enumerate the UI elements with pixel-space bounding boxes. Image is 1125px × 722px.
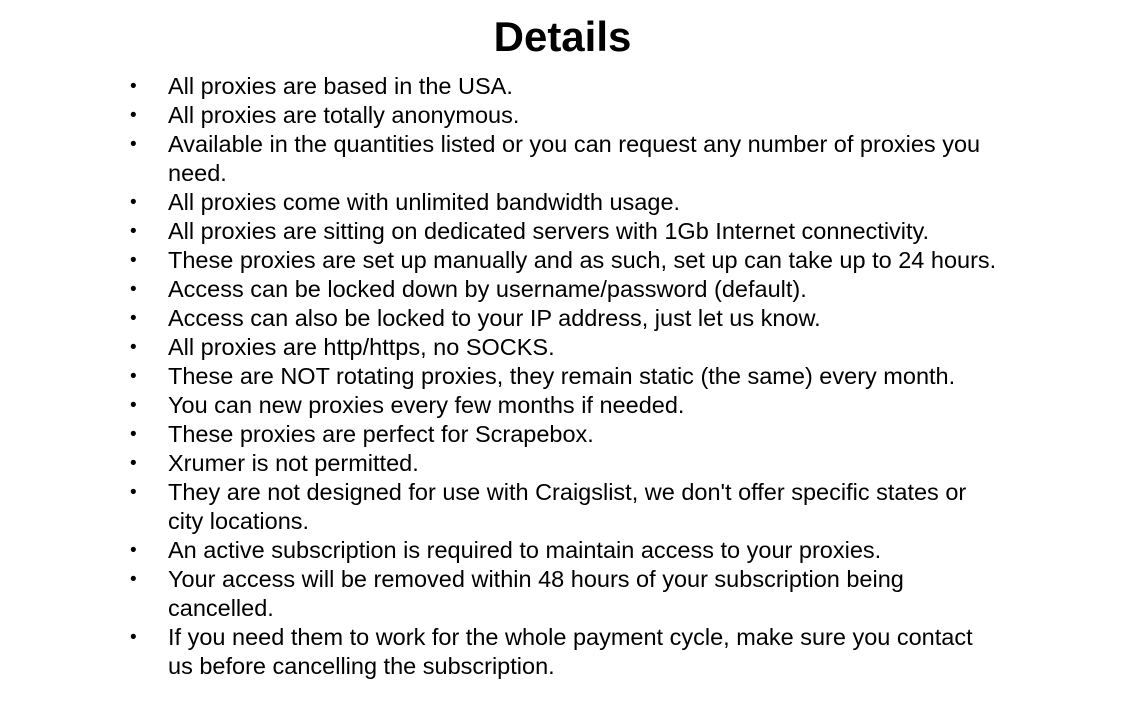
bullet-icon: • bbox=[130, 105, 137, 126]
list-item-text: Xrumer is not permitted. bbox=[168, 450, 419, 476]
list-item-text: You can new proxies every few months if needed. bbox=[168, 392, 685, 418]
bullet-icon: • bbox=[130, 453, 137, 474]
bullet-icon: • bbox=[130, 308, 137, 329]
list-item-text: Access can be locked down by username/password (default). bbox=[168, 276, 807, 302]
list-item bbox=[0, 130, 1125, 188]
list-item-text: If you need them to work for the whole payment cycle, make sure you contact us before cancelling the subscription. bbox=[168, 624, 973, 679]
list-item-text: An active subscription is required to maintain access to your proxies. bbox=[168, 537, 882, 563]
list-item-text: They are not designed for use with Craigslist, we don't offer specific states or city locations. bbox=[168, 479, 967, 534]
page-title: Details bbox=[493, 13, 632, 60]
list-item-text: These proxies are set up manually and as such, set up can take up to 24 hours. bbox=[168, 247, 997, 273]
bullet-icon: • bbox=[130, 250, 137, 271]
list-item bbox=[0, 275, 1125, 304]
list-item bbox=[0, 362, 1125, 391]
bullet-icon: • bbox=[130, 482, 137, 503]
list-item-text: All proxies are totally anonymous. bbox=[168, 102, 520, 128]
list-item-text: These proxies are perfect for Scrapebox. bbox=[168, 421, 594, 447]
list-item bbox=[0, 72, 1125, 101]
list-item-text: All proxies are sitting on dedicated servers with 1Gb Internet connectivity. bbox=[168, 218, 930, 244]
list-item bbox=[0, 188, 1125, 217]
list-item bbox=[0, 449, 1125, 478]
bullet-icon: • bbox=[130, 569, 137, 590]
bullet-icon: • bbox=[130, 134, 137, 155]
bullet-icon: • bbox=[130, 627, 137, 648]
details-list bbox=[0, 72, 1125, 681]
list-item-text: Your access will be removed within 48 hours of your subscription being cancelled. bbox=[168, 566, 904, 621]
bullet-icon: • bbox=[130, 366, 137, 387]
list-item-text: Available in the quantities listed or you can request any number of proxies you need. bbox=[168, 131, 981, 186]
list-item bbox=[0, 623, 1125, 681]
bullet-icon: • bbox=[130, 540, 137, 561]
bullet-icon: • bbox=[130, 337, 137, 358]
list-item bbox=[0, 101, 1125, 130]
list-item bbox=[0, 565, 1125, 623]
list-item bbox=[0, 536, 1125, 565]
list-item bbox=[0, 420, 1125, 449]
list-item bbox=[0, 217, 1125, 246]
bullet-icon: • bbox=[130, 395, 137, 416]
list-item bbox=[0, 391, 1125, 420]
list-item-text: All proxies are based in the USA. bbox=[168, 73, 513, 99]
bullet-icon: • bbox=[130, 221, 137, 242]
list-item bbox=[0, 304, 1125, 333]
bullet-icon: • bbox=[130, 76, 137, 97]
list-item-text: All proxies are http/https, no SOCKS. bbox=[168, 334, 555, 360]
bullet-icon: • bbox=[130, 424, 137, 445]
bullet-icon: • bbox=[130, 192, 137, 213]
list-item-text: These are NOT rotating proxies, they remain static (the same) every month. bbox=[168, 363, 956, 389]
bullet-icon: • bbox=[130, 279, 137, 300]
list-item-text: All proxies come with unlimited bandwidth usage. bbox=[168, 189, 681, 215]
list-item bbox=[0, 333, 1125, 362]
list-item bbox=[0, 478, 1125, 536]
list-item bbox=[0, 246, 1125, 275]
list-item-text: Access can also be locked to your IP address, just let us know. bbox=[168, 305, 821, 331]
